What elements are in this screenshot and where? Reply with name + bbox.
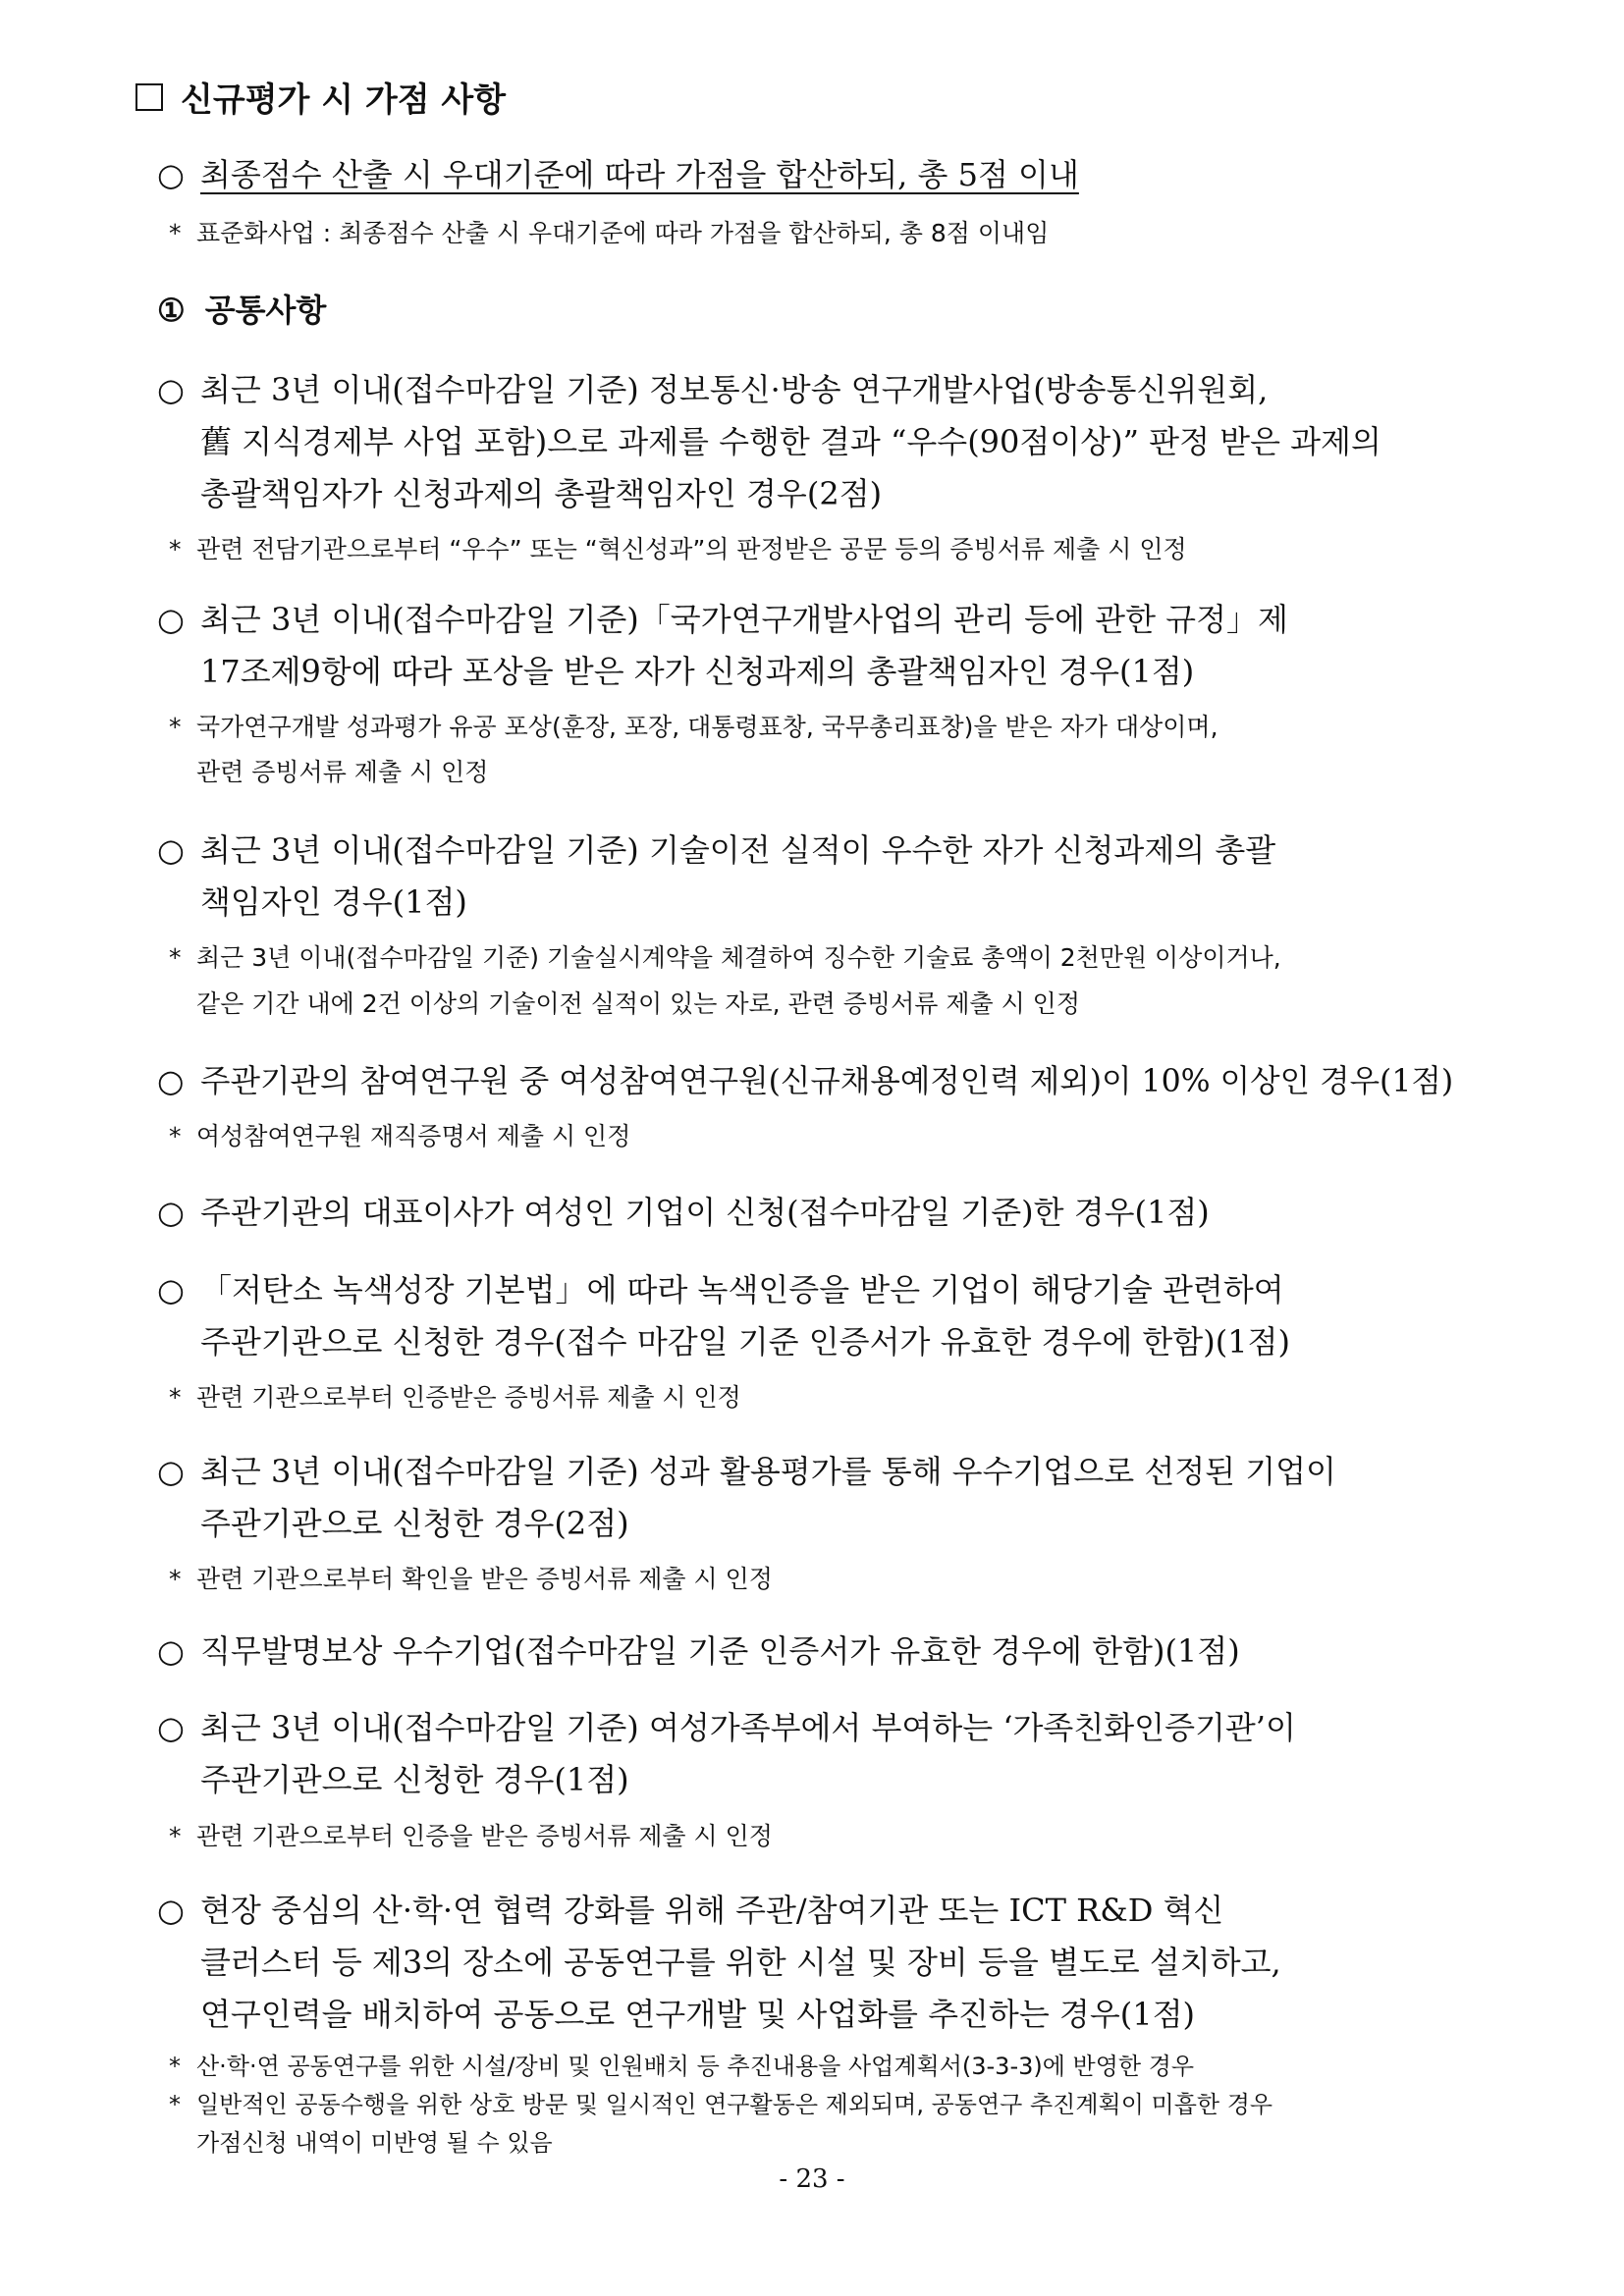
- note-mark: *: [169, 2091, 181, 2118]
- note-mark: *: [169, 713, 182, 741]
- item-line: 최근 3년 이내(접수마감일 기준) 정보통신·방송 연구개발사업(방송통신위원회,: [200, 371, 1269, 408]
- note-text: 산·학·연 공동연구를 위한 시설/장비 및 인원배치 등 추진내용을 사업계획서(3-3-3)에 반영한 경우: [196, 2053, 1195, 2080]
- item-note: [169, 2047, 1194, 2081]
- item-note: [169, 708, 1218, 743]
- list-item: [157, 1265, 1284, 1310]
- item-note: [169, 1560, 773, 1595]
- list-item: [157, 365, 1268, 410]
- bullet-circle-icon: ○: [157, 831, 185, 869]
- item-continuation: [200, 1317, 1290, 1362]
- item-line: 주관기관의 대표이사가 여성인 기업이 신청(접수마감일 기준)한 경우(1점): [200, 1194, 1210, 1231]
- list-item: [157, 1447, 1336, 1492]
- item-note: [169, 530, 1187, 565]
- item-line: 舊 지식경제부 사업 포함)으로 과제를 수행한 결과 “우수(90점이상)” 판정 받은 과제의: [200, 423, 1381, 460]
- note-mark: *: [169, 1122, 182, 1150]
- note-text: 가점신청 내역이 미반영 될 수 있음: [196, 2129, 553, 2157]
- item-note-continuation: [196, 985, 1080, 1020]
- item-note: [169, 1378, 741, 1414]
- list-item: [157, 1188, 1210, 1233]
- item-continuation: [200, 647, 1194, 692]
- subsection-title: [157, 286, 326, 331]
- list-item: [157, 1057, 1453, 1101]
- item-note: [169, 2085, 1272, 2119]
- item-continuation: [200, 1938, 1281, 1983]
- item-line: 연구인력을 배치하여 공동으로 연구개발 및 사업화를 추진하는 경우(1점): [200, 1996, 1195, 2033]
- bullet-circle-icon: ○: [157, 156, 185, 193]
- item-line: 최근 3년 이내(접수마감일 기준)「국가연구개발사업의 관리 등에 관한 규정」제: [200, 601, 1288, 638]
- note-text: 국가연구개발 성과평가 유공 포상(훈장, 포장, 대통령표창, 국무총리표창)을 받은 자가 대상이며,: [196, 713, 1218, 741]
- bullet-circle-icon: ○: [157, 1194, 185, 1231]
- note-text: 관련 전담기관으로부터 “우수” 또는 “혁신성과”의 판정받은 공문 등의 증빙서류 제출 시 인정: [196, 535, 1187, 563]
- note-mark: *: [169, 1383, 182, 1412]
- note-mark: *: [169, 2053, 181, 2080]
- item-continuation: [200, 878, 467, 923]
- bullet-circle-icon: ○: [157, 1064, 185, 1099]
- section-heading-text: 신규평가 시 가점 사항: [181, 80, 507, 120]
- note-text: 관련 기관으로부터 인증을 받은 증빙서류 제출 시 인정: [196, 1822, 773, 1850]
- note-mark: *: [169, 535, 182, 563]
- item-continuation: [200, 1990, 1195, 2035]
- item-line: 총괄책임자가 신청과제의 총괄책임자인 경우(2점): [200, 475, 883, 512]
- note-text: 여성참여연구원 재직증명서 제출 시 인정: [196, 1122, 631, 1150]
- lead-note-text: 표준화사업 : 최종점수 산출 시 우대기준에 따라 가점을 합산하되, 총 8점 이내임: [196, 219, 1050, 247]
- item-line: 클러스터 등 제3의 장소에 공동연구를 위한 시설 및 장비 등을 별도로 설치하고,: [200, 1944, 1281, 1981]
- note-text: 관련 기관으로부터 인증받은 증빙서류 제출 시 인정: [196, 1383, 741, 1412]
- list-item: [157, 1627, 1240, 1672]
- item-line: 주관기관으로 신청한 경우(1점): [200, 1761, 629, 1798]
- bullet-circle-icon: ○: [157, 601, 185, 638]
- note-text: 일반적인 공동수행을 위한 상호 방문 및 일시적인 연구활동은 제외되며, 공동연구 추진계획이 미흡한 경우: [196, 2091, 1273, 2118]
- note-mark: *: [169, 1565, 182, 1593]
- note-mark: *: [169, 943, 182, 972]
- bullet-circle-icon: ○: [157, 371, 185, 408]
- item-note-continuation: [196, 753, 488, 788]
- item-line: 최근 3년 이내(접수마감일 기준) 성과 활용평가를 통해 우수기업으로 선정된 기업이: [200, 1453, 1336, 1490]
- checkbox-square-icon: [135, 83, 163, 111]
- list-item: [157, 595, 1288, 640]
- item-note: [169, 1117, 630, 1152]
- note-text: 최근 3년 이내(접수마감일 기준) 기술실시계약을 체결하여 징수한 기술료 총액이 2천만원 이상이거나,: [196, 943, 1281, 972]
- item-line: 책임자인 경우(1점): [200, 883, 467, 921]
- lead-item: [157, 150, 1079, 195]
- note-text: 같은 기간 내에 2건 이상의 기술이전 실적이 있는 자로, 관련 증빙서류 제출 시 인정: [196, 989, 1080, 1018]
- item-line: 주관기관의 참여연구원 중 여성참여연구원(신규채용예정인력 제외)이 10% 이상인 경우(1점): [200, 1064, 1454, 1099]
- note-mark: *: [169, 1822, 182, 1850]
- page-number: - 23 -: [779, 2164, 845, 2194]
- bullet-circle-icon: ○: [157, 1892, 185, 1929]
- lead-note: [169, 214, 1049, 249]
- subsection-number: ①: [157, 292, 186, 329]
- item-line: 최근 3년 이내(접수마감일 기준) 기술이전 실적이 우수한 자가 신청과제의 총괄: [200, 831, 1276, 869]
- item-line: 최근 3년 이내(접수마감일 기준) 여성가족부에서 부여하는 ‘가족친화인증기관’이: [200, 1709, 1296, 1746]
- bullet-circle-icon: ○: [157, 1453, 185, 1490]
- bullet-circle-icon: ○: [157, 1709, 185, 1746]
- note-mark: *: [169, 219, 182, 247]
- list-item: [157, 1886, 1223, 1931]
- item-line: 주관기관으로 신청한 경우(접수 마감일 기준 인증서가 유효한 경우에 한함)(1점): [200, 1323, 1290, 1361]
- bullet-circle-icon: ○: [157, 1271, 185, 1308]
- item-continuation: [200, 1755, 629, 1800]
- item-continuation: [200, 1499, 629, 1544]
- lead-text: 최종점수 산출 시 우대기준에 따라 가점을 합산하되, 총 5점 이내: [200, 156, 1079, 193]
- note-text: 관련 기관으로부터 확인을 받은 증빙서류 제출 시 인정: [196, 1565, 773, 1593]
- item-line: 「저탄소 녹색성장 기본법」에 따라 녹색인증을 받은 기업이 해당기술 관련하여: [200, 1271, 1284, 1308]
- list-item: [157, 826, 1275, 871]
- item-continuation: [200, 417, 1381, 462]
- subsection-title-text: 공통사항: [204, 292, 327, 329]
- item-line: 17조제9항에 따라 포상을 받은 자가 신청과제의 총괄책임자인 경우(1점): [200, 653, 1195, 690]
- item-line: 주관기관으로 신청한 경우(2점): [200, 1505, 629, 1542]
- note-text: 관련 증빙서류 제출 시 인정: [196, 758, 489, 786]
- item-line: 직무발명보상 우수기업(접수마감일 기준 인증서가 유효한 경우에 한함)(1점): [200, 1632, 1240, 1670]
- item-continuation: [200, 469, 882, 514]
- list-item: [157, 1703, 1296, 1748]
- item-note-continuation: [196, 2123, 553, 2158]
- item-note: [169, 1817, 773, 1852]
- bullet-circle-icon: ○: [157, 1632, 185, 1670]
- section-heading: [135, 73, 506, 121]
- item-note: [169, 938, 1281, 974]
- item-line: 현장 중심의 산·학·연 협력 강화를 위해 주관/참여기관 또는 ICT R&D 혁신: [200, 1892, 1224, 1929]
